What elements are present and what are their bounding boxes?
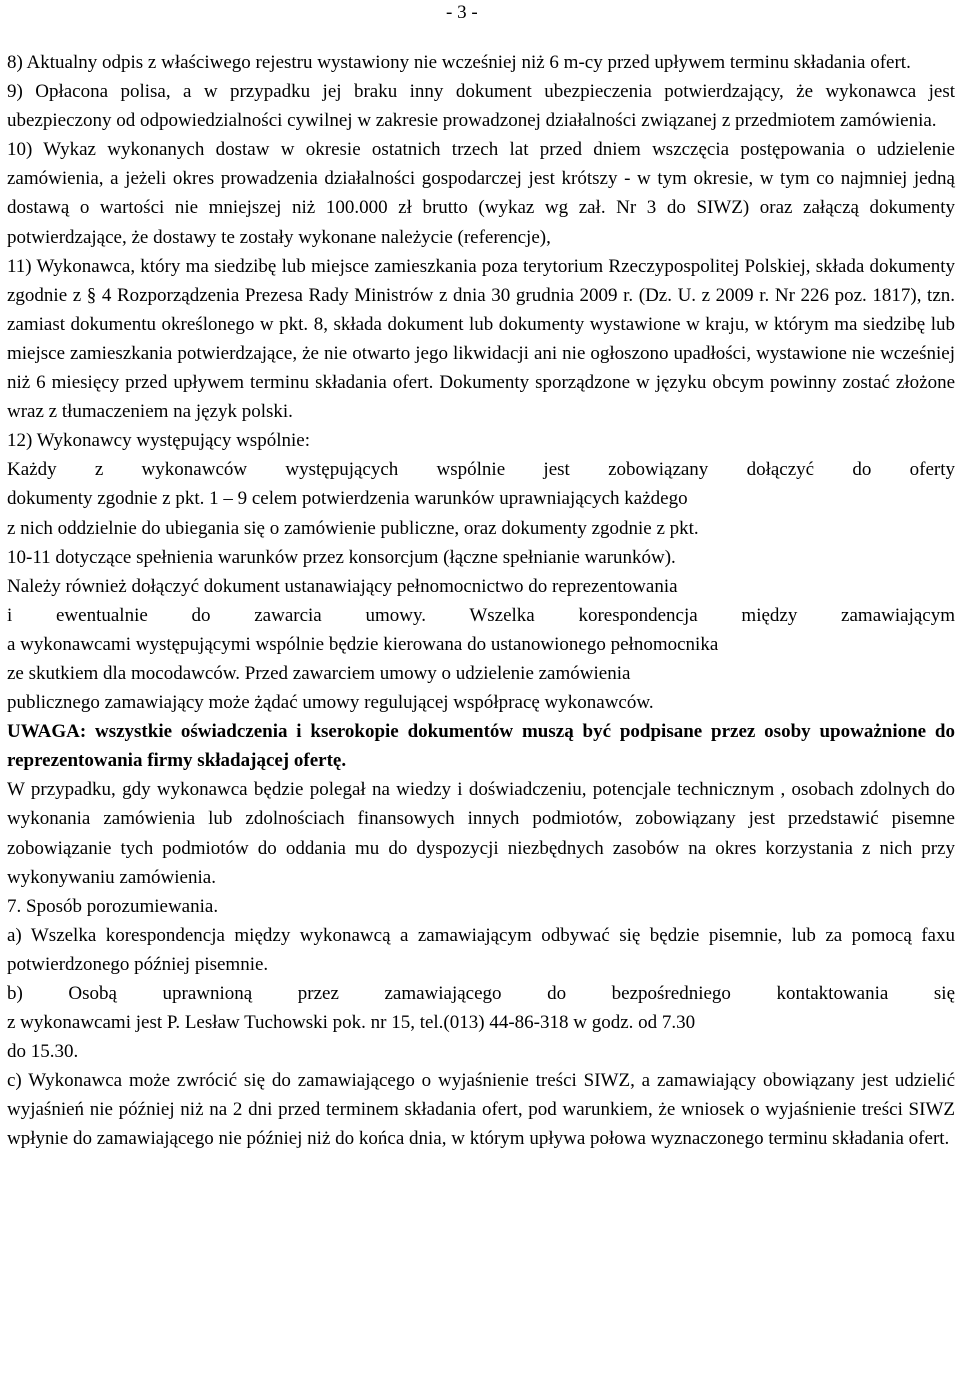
joint-contractors-line-6: i ewentualnie do zawarcia umowy. Wszelka korespondencja między zamawiającym bbox=[7, 604, 955, 626]
joint-contractors-line-1: Każdy z wykonawców występujących wspólnie jest zobowiązany dołączyć do oferty bbox=[7, 459, 955, 481]
warning-signatures-note: UWAGA: wszystkie oświadczenia i kserokopie dokumentów muszą być podpisane przez osoby upoważnione do reprezentowania firmy składającej ofertę. bbox=[7, 721, 955, 772]
section-7-heading: 7. Sposób porozumiewania. bbox=[7, 895, 219, 917]
joint-contractors-line-5: Należy również dołączyć dokument ustanawiający pełnomocnictwo do reprezentowania bbox=[7, 575, 678, 597]
item-10-deliveries-list: 10) Wykaz wykonanych dostaw w okresie ostatnich trzech lat przed dniem wszczęcia postępowania o udzielenie zamówienia, a jeżeli okres prowadzenia działalności gospodarczej jest krótszy - w tym okresie, w tym co najmniej jedną dostawą o wartości nie mniejszej niż 100.000 zł brutto (wykaz wg zał. Nr 3 do SIWZ) oraz załączą dokumenty potwierdzające, że dostawy te zostały wykonane należycie (referencje), bbox=[7, 139, 955, 248]
joint-contractors-line-9: publicznego zamawiający może żądać umowy regulującej współpracę wykonawców. bbox=[7, 692, 654, 714]
joint-contractors-line-2: dokumenty zgodnie z pkt. 1 – 9 celem potwierdzenia warunków uprawniających każdego bbox=[7, 488, 688, 510]
reliance-on-other-entities: W przypadku, gdy wykonawca będzie polegał na wiedzy i doświadczeniu, potencjale technicznym , osobach zdolnych do wykonania zamówienia lub zdolnościach finansowych innych podmiotów, zobowiązany jest przedstawić pisemne zobowiązanie tych podmiotów do oddania mu do dyspozycji niezbędnych zasobów na okres korzystania z nich przy wykonywaniu zamówienia. bbox=[7, 779, 955, 888]
joint-contractors-line-8: ze skutkiem dla mocodawców. Przed zawarciem umowy o udzielenie zamówienia bbox=[7, 662, 631, 684]
item-8-current-register-extract: 8) Aktualny odpis z właściwego rejestru wystawiony nie wcześniej niż 6 m-cy przed upływem terminu składania ofert. bbox=[7, 52, 911, 73]
item-11-foreign-contractor: 11) Wykonawca, który ma siedzibę lub miejsce zamieszkania poza terytorium Rzeczypospolitej Polskiej, składa dokumenty zgodnie z § 4 Rozporządzenia Prezesa Rady Ministrów z dnia 30 grudnia 2009 r. (Dz. U. z 2009 r. Nr 226 poz. 1817), tzn. zamiast dokumentu określonego w pkt. 8, składa dokument lub dokumenty wystawione w kraju, w którym ma siedzibę lub miejsce zamieszkania potwierdzające, że nie otwarto jego likwidacji ani nie ogłoszono upadłości, wystawione nie wcześniej niż 6 miesięcy przed upływem terminu składania ofert. Dokumenty sporządzone w języku obcym powinny zostać złożone wraz z tłumaczeniem na język polski. bbox=[7, 255, 955, 423]
section-7-item-b-line-3: do 15.30. bbox=[7, 1041, 79, 1063]
document-body bbox=[7, 48, 955, 1154]
joint-contractors-line-3: z nich oddzielnie do ubiegania się o zamówienie publiczne, oraz dokumenty zgodnie z pkt. bbox=[7, 517, 699, 539]
page-number: - 3 - bbox=[446, 2, 478, 23]
item-9-liability-insurance: 9) Opłacona polisa, a w przypadku jej braku inny dokument ubezpieczenia potwierdzający, że wykonawca jest ubezpieczony od odpowiedzialności cywilnej w zakresie prowadzonej działalności związanej z przedmiotem zamówienia. bbox=[7, 81, 955, 132]
item-12-joint-contractors-heading: 12) Wykonawcy występujący wspólnie: bbox=[7, 430, 310, 452]
section-7-item-b-line-2: z wykonawcami jest P. Lesław Tuchowski pok. nr 15, tel.(013) 44-86-318 w godz. od 7.30 bbox=[7, 1012, 696, 1034]
joint-contractors-line-7: a wykonawcami występującymi wspólnie będzie kierowana do ustanowionego pełnomocnika bbox=[7, 633, 719, 655]
section-7-item-c: c) Wykonawca może zwrócić się do zamawiającego o wyjaśnienie treści SIWZ, a zamawiający obowiązany jest udzielić wyjaśnień nie później niż na 2 dni przed terminem składania ofert, pod warunkiem, że wniosek o wyjaśnienie treści SIWZ wpłynie do zamawiającego nie później niż do końca dnia, w którym upływa połowa wyznaczonego terminu składania ofert. bbox=[7, 1070, 955, 1150]
section-7-item-b-line-1: b) Osobą uprawnioną przez zamawiającego do bezpośredniego kontaktowania się bbox=[7, 983, 955, 1004]
section-7-item-a: a) Wszelka korespondencja między wykonawcą a zamawiającym odbywać się będzie pisemnie, lub za pomocą faxu potwierdzonego później pisemnie. bbox=[7, 924, 955, 975]
joint-contractors-line-4: 10-11 dotyczące spełnienia warunków przez konsorcjum (łączne spełnianie warunków). bbox=[7, 546, 676, 568]
